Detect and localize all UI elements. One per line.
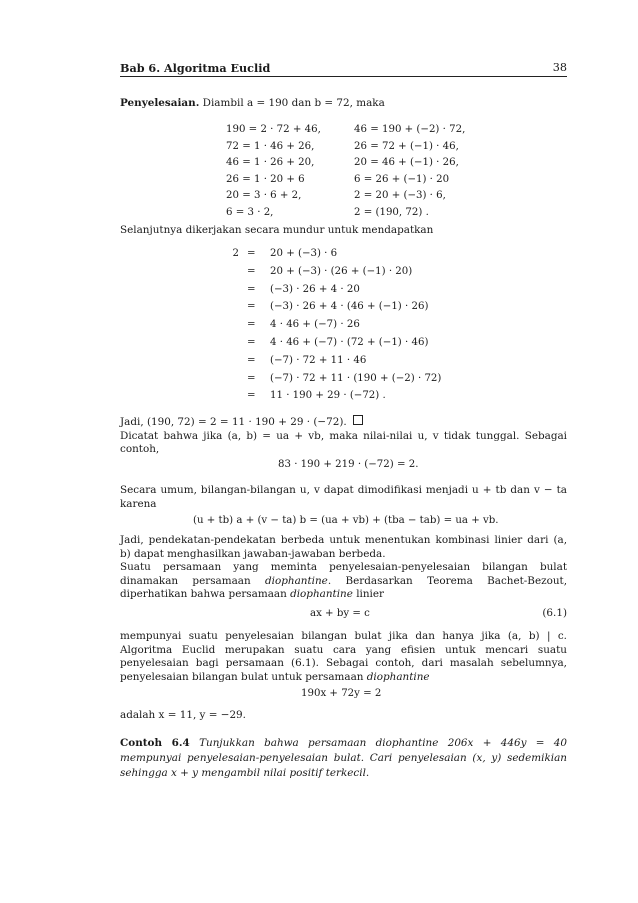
backsub-rhs: (−7) · 72 + 11 · 46 [270,354,367,366]
backsub-eq: = [247,301,256,313]
general-equation: (u + tb) a + (v − ta) b = (ua + vb) + (tba − tab) = ua + vb. [193,515,499,526]
backsub-rhs: (−7) · 72 + 11 · (190 + (−2) · 72) [270,372,442,384]
euclid-left-line: 6 = 3 · 2, [226,206,274,218]
general-paragraph: Secara umum, bilangan-bilangan u, v dapat dimodifikasi menjadi u + tb dan v − ta karena [120,484,567,510]
diophantine-text: linier [352,588,384,600]
header-rule [120,76,567,77]
euclid-left-line: 46 = 1 · 26 + 20, [226,157,315,168]
example-text: Tunjukkan bahwa persamaan diophantine 206x + 446y = 40 mempunyai penyelesaian-penyelesaian bulat. Cari penyelesaian (x, y) sedemikian sehingga x + y mengambil nilai positif terkecil. [120,737,567,779]
euclid-right-line: 2 = (190, 72) . [354,206,429,218]
backsub-lhs: 2 [232,248,239,259]
conclusion-paragraph [120,415,567,457]
euclid-left-line: 190 = 2 · 72 + 46, [226,124,321,135]
backsub-eq: = [247,372,256,384]
backsub-eq: = [247,248,256,259]
euclid-right-line: 26 = 72 + (−1) · 46, [354,140,459,152]
diophantine-example-equation: 190x + 72y = 2 [301,688,382,699]
solution-label: Penyelesaian. [120,97,200,109]
diophantine-term: diophantine [265,574,328,587]
backsub-rhs: 20 + (−3) · 6 [270,248,338,259]
linear-equation: ax + by = c [310,608,370,619]
page-number: 38 [552,61,567,74]
backsub-eq: = [247,265,256,277]
example-equation: 83 · 190 + 219 · (−72) = 2. [278,459,419,470]
backsub-rhs: 20 + (−3) · (26 + (−1) · 20) [270,265,413,277]
diophantine-term: diophantine [290,588,353,600]
example-6-4 [120,736,567,781]
note-line: Dicatat bahwa jika (a, b) = ua + vb, maka nilai-nilai u, v tidak tunggal. Sebagai contoh, [120,429,567,455]
backsub-rhs: 11 · 190 + 29 · (−72) . [270,390,386,402]
qed-box-icon [353,415,363,425]
backsub-rhs: 4 · 46 + (−7) · 26 [270,319,360,331]
approach-paragraph: Jadi, pendekatan-pendekatan berbeda untuk menentukan kombinasi linier dari (a, b) dapat menghasilkan jawaban-jawaban berbeda. [120,534,567,560]
linear-equation-line [120,607,567,621]
backsub-rhs: (−3) · 26 + 4 · 20 [270,283,360,295]
euclid-right-line: 46 = 190 + (−2) · 72, [354,124,466,135]
example-label: Contoh 6.4 [120,737,190,749]
euclid-left-line: 26 = 1 · 20 + 6 [226,173,305,185]
backsub-eq: = [247,283,256,295]
euclid-right-line: 20 = 46 + (−1) · 26, [354,157,459,168]
diophantine-paragraph [120,561,567,602]
diophantine-term: diophantine [366,670,430,683]
bezout-text: mempunyai suatu penyelesaian bilangan bulat jika dan hanya jika (a, b) | c. Algoritma Euclid merupakan suatu cara yang efisien untuk mencari suatu penyelesaian bagi persamaan (6.1). Sebagai contoh, dari masalah sebelumnya, penyelesaian bilangan bulat untuk persamaan [120,630,567,683]
equation-number: (6.1) [542,607,567,619]
bezout-paragraph [120,630,567,684]
euclid-steps-right [354,122,465,221]
diophantine-text: Suatu persamaan yang meminta penyelesaian-penyelesaian bilangan bulat dinamakan persamaan [120,561,567,587]
chapter-title: Bab 6. Algoritma Euclid [120,61,271,75]
backsub-rhs: 4 · 46 + (−7) · (72 + (−1) · 46) [270,336,429,348]
backsub-eq: = [247,390,256,402]
solution-intro [120,97,567,111]
conclusion-line: Jadi, (190, 72) = 2 = 11 · 190 + 29 · (−72). [120,416,347,428]
euclid-right-line: 2 = 20 + (−3) · 6, [354,190,446,201]
euclid-steps-left [226,122,321,221]
backsub-eq: = [247,354,256,366]
diophantine-text: . Berdasarkan Teorema Bachet-Bezout, diperhatikan bahwa persamaan [120,574,567,600]
solution-text: Diambil a = 190 dan b = 72, maka [202,97,385,109]
backsub-rhs: (−3) · 26 + 4 · (46 + (−1) · 26) [270,301,429,313]
running-header [120,61,567,75]
backsub-intro: Selanjutnya dikerjakan secara mundur untuk mendapatkan [120,224,434,236]
solution-line: adalah x = 11, y = −29. [120,709,246,721]
backsub-eq: = [247,336,256,348]
euclid-left-line: 20 = 3 · 6 + 2, [226,190,302,201]
backsub-eq: = [247,319,256,331]
euclid-left-line: 72 = 1 · 46 + 26, [226,140,315,152]
euclid-right-line: 6 = 26 + (−1) · 20 [354,173,450,185]
